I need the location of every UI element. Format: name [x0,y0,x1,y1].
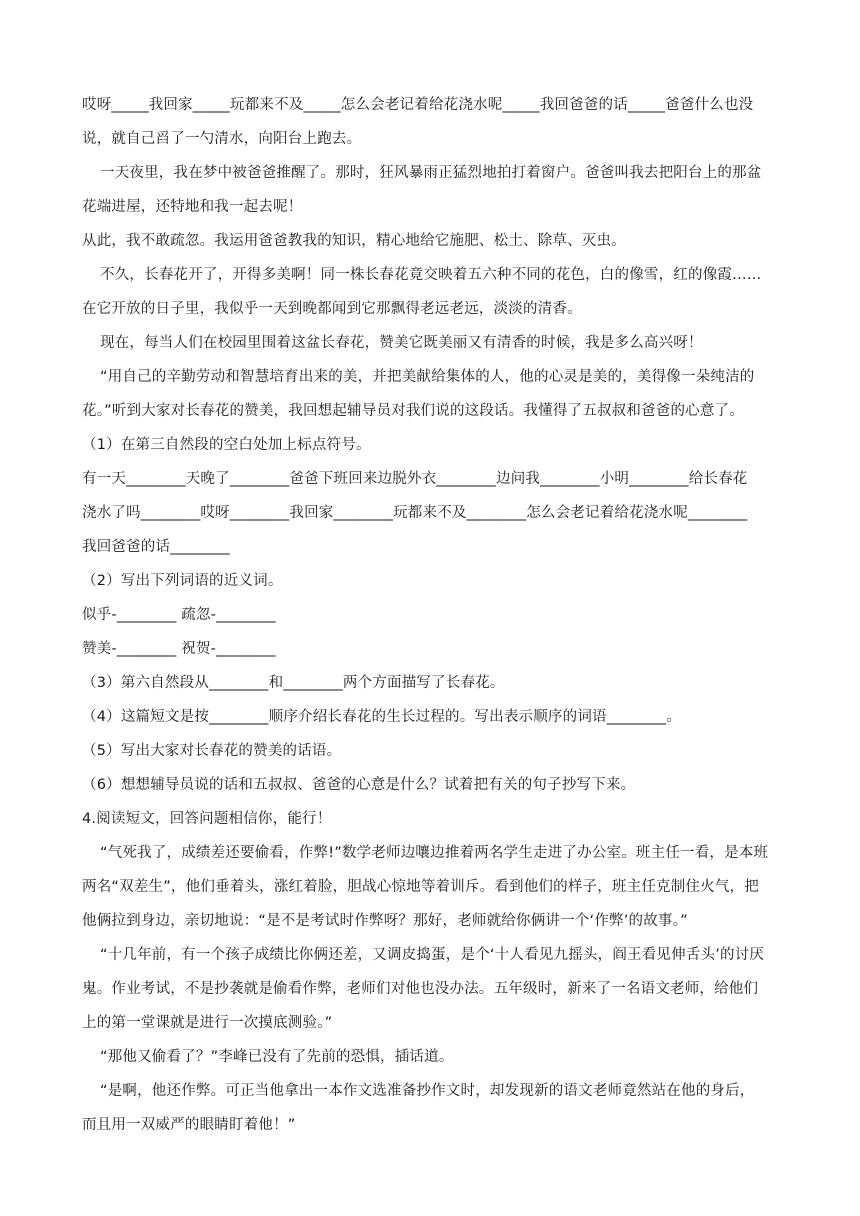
text-line: 说，就自己舀了一勺清水，向阳台上跑去。 [82,131,362,147]
text-line: 在它开放的日子里，我似乎一天到晚都闻到它那飘得老远老远，淡淡的清香。 [82,301,582,317]
synonym-line: 赞美-________ 祝贺-________ [82,641,276,657]
text-line: 一天夜里，我在梦中被爸爸推醒了。那时，狂风暴雨正猛烈地拍打着窗户。爸爸叫我去把阳台上的那盆 [100,165,762,181]
text-line: “那他又偷看了？”李峰已没有了先前的恐惧，插话道。 [100,1049,454,1065]
fill-blank-line: 浇水了吗________哎呀________我回家________玩都来不及________怎么会老记着给花浇水呢________ [82,505,748,521]
section-heading: 4.阅读短文，回答问题相信你，能行！ [82,811,332,827]
fill-blank-line: 有一天________天晚了________爸爸下班回来边脱外衣________边问我________小明________给长春花 [82,471,748,487]
text-line: 而且用一双威严的眼睛盯着他！” [82,1117,296,1133]
text-line: 不久，长春花开了，开得多美啊！同一株长春花竟交映着五六种不同的花色，白的像雪，红的像霞…… [100,267,762,283]
text-line: “是啊，他还作弊。可正当他拿出一本作文选准备抄作文时，却发现新的语文老师竟然站在他的身后， [100,1083,755,1099]
text-line: 从此，我不敢疏忽。我运用爸爸教我的知识，精心地给它施肥、松土、除草、灭虫。 [82,233,626,249]
text-line: “用自己的辛勤劳动和智慧培育出来的美，并把美献给集体的人，他的心灵是美的，美得像一朵纯洁的 [100,369,755,385]
synonym-line: 似乎-________ 疏忽-________ [82,607,276,623]
text-line: “十几年前，有一个孩子成绩比你俩还差，又调皮捣蛋，是个‘十人看见九摇头，阎王看见伸舌头’的讨厌 [100,947,765,963]
text-line: 花。”听到大家对长春花的赞美，我回想起辅导员对我们说的这段话。我懂得了五叔叔和爸爸的心意了。 [82,403,744,419]
question-2: （2）写出下列词语的近义词。 [82,573,283,589]
question-6: （6）想想辅导员说的话和五叔叔、爸爸的心意是什么？试着把有关的句子抄写下来。 [82,777,636,793]
text-line: 鬼。作业考试，不是抄袭就是偷看作弊，老师们对他也没办法。五年级时，新来了一名语文老师，给他们 [82,981,759,997]
text-line: 两名“双差生”，他们垂着头，涨红着脸，胆战心惊地等着训斥。看到他们的样子，班主任克制住火气，把 [82,879,759,895]
fill-blank-line: 我回爸爸的话________ [82,539,230,555]
question-4: （4）这篇短文是按________顺序介绍长春花的生长过程的。写出表示顺序的词语________。 [82,709,682,725]
text-line: 哎呀_____我回家_____玩都来不及_____怎么会老记着给花浇水呢_____我回爸爸的话_____爸爸什么也没 [82,97,754,113]
question-1: （1）在第三自然段的空白处加上标点符号。 [82,437,371,453]
text-line: 上的第一堂课就是进行一次摸底测验。” [82,1015,333,1031]
question-3: （3）第六自然段从________和________两个方面描写了长春花。 [82,675,505,691]
text-line: 花端进屋，还特地和我一起去呢！ [82,199,303,215]
text-line: “气死我了，成绩差还要偷看，作弊!”数学老师边嚷边推着两名学生走进了办公室。班主任一看，是本班 [100,845,769,861]
question-5: （5）写出大家对长春花的赞美的话语。 [82,743,342,759]
text-line: 现在，每当人们在校园里围着这盆长春花，赞美它既美丽又有清香的时候，我是多么高兴呀！ [100,335,703,351]
text-line: 他俩拉到身边，亲切地说：“是不是考试时作弊呀？那好，老师就给你俩讲一个‘作弊’的故事。” [82,913,688,929]
